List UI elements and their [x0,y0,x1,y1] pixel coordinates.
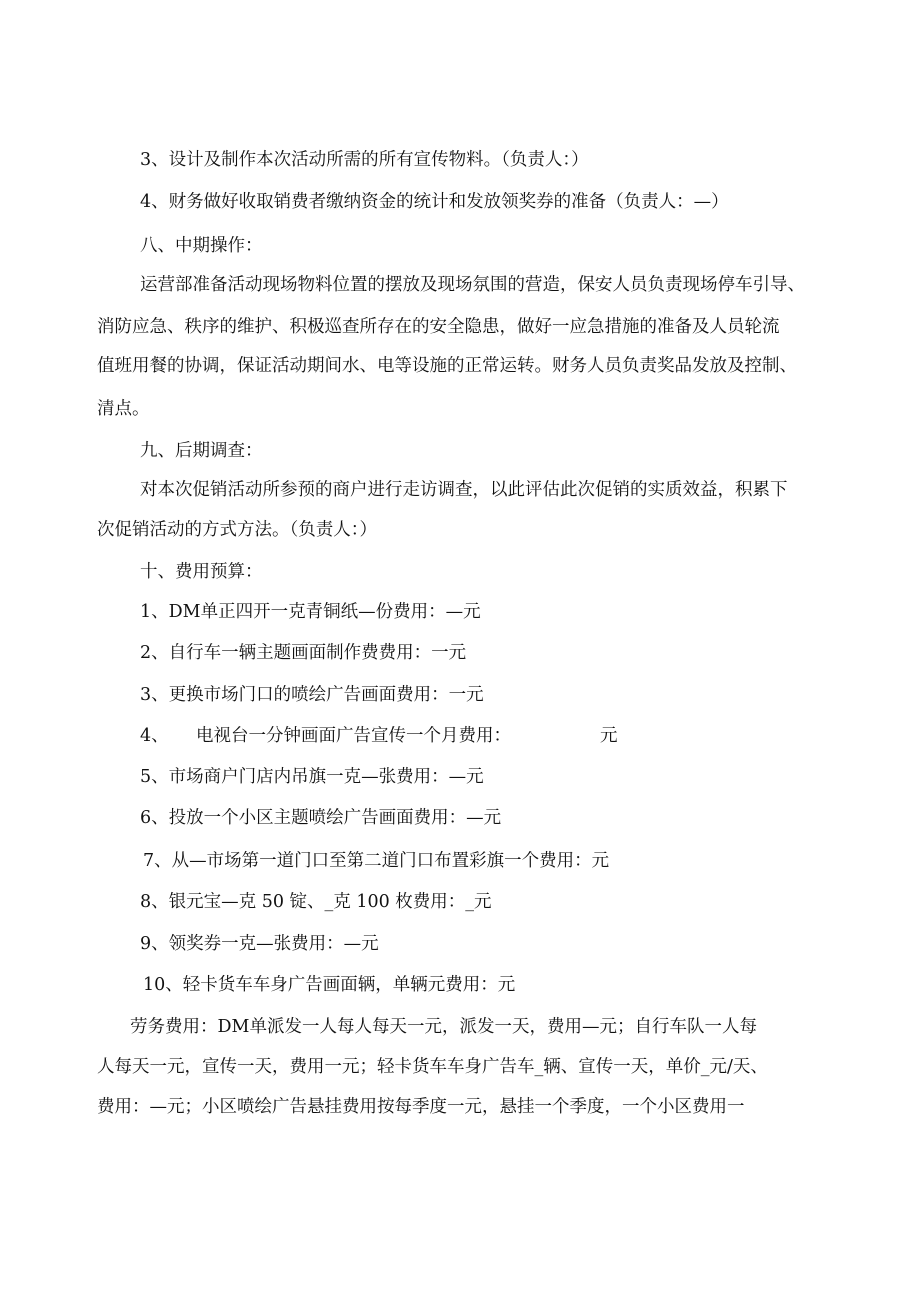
budget-item-4-number: 4、 [140,726,169,746]
section-8-heading: 八、中期操作： [140,236,263,256]
section-8-line-1: 运营部准备活动现场物料位置的摆放及现场氛围的营造，保安人员负责现场停车引导、 [140,275,805,295]
budget-item-2: 2、自行车一辆主题画面制作费费用：一元 [140,643,467,663]
section-9-line-2: 次促销活动的方式方法。（负责人：） [97,520,377,540]
budget-item-7: 7、从—市场第一道门口至第二道门口布置彩旗一个费用：元 [143,851,610,871]
budget-item-4-text: 电视台一分钟画面广告宣传一个月费用： [196,726,511,746]
budget-item-3: 3、更换市场门口的喷绘广告画面费用：一元 [140,685,484,705]
section-8-line-3: 值班用餐的协调，保证活动期间水、电等设施的正常运转。财务人员负责奖品发放及控制、 [97,356,797,376]
labor-cost-line-3: 费用：—元；小区喷绘广告悬挂费用按每季度一元，悬挂一个季度，一个小区费用一 [97,1097,745,1117]
budget-item-8: 8、银元宝—克 50 锭、_克 100 枚费用：_元 [140,892,492,912]
budget-item-5: 5、市场商户门店内吊旗一克—张费用：—元 [140,767,484,787]
budget-item-6: 6、投放一个小区主题喷绘广告画面费用：—元 [140,808,502,828]
section-9-heading: 九、后期调查： [140,441,263,461]
section-9-line-1: 对本次促销活动所参预的商户进行走访调查，以此评估此次促销的实质效益，积累下 [140,480,788,500]
labor-cost-line-2: 人每天一元，宣传一天，费用一元；轻卡货车车身广告车_辆、宣传一天，单价_元/天、 [97,1057,768,1077]
budget-item-9: 9、领奖券一克—张费用：—元 [140,934,379,954]
prep-item-4: 4、财务做好收取销费者缴纳资金的统计和发放领奖券的准备（负责人：—） [140,192,729,212]
section-10-heading: 十、费用预算： [140,562,263,582]
section-8-line-4: 清点。 [97,399,150,419]
prep-item-3: 3、设计及制作本次活动所需的所有宣传物料。（负责人：） [140,150,589,170]
section-8-line-2: 消防应急、秩序的维护、积极巡查所存在的安全隐患，做好一应急措施的准备及人员轮流 [97,317,780,337]
budget-item-1: 1、DM单正四开一克青铜纸—份费用：—元 [140,602,481,622]
budget-item-10: 10、轻卡货车车身广告画面辆，单辆元费用：元 [143,975,516,995]
labor-cost-line-1: 劳务费用：DM单派发一人每人每天一元，派发一天，费用—元；自行车队一人每 [130,1017,757,1037]
budget-item-4-unit: 元 [600,726,618,746]
